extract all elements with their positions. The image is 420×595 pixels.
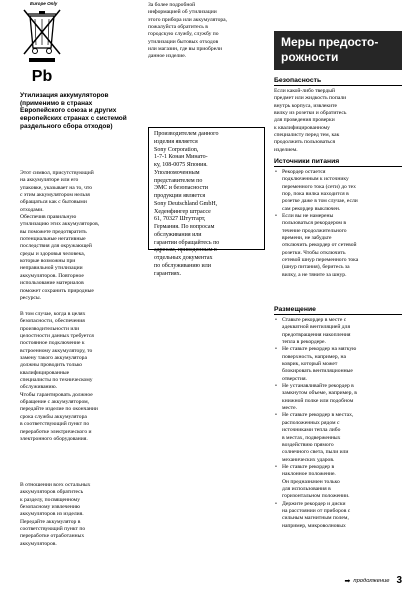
text-line: обращение с аккумулятором,: [20, 399, 90, 406]
text-line: информацией об утилизации: [148, 9, 217, 16]
text-line: ЭМС и безопасности: [154, 185, 208, 192]
text-line: замену такого аккумулятора: [20, 355, 87, 362]
list-item: [274, 169, 402, 213]
text-line: электронного оборудования.: [20, 435, 88, 442]
text-line: • Не ставьте рекордер в местах,: [282, 412, 354, 419]
manufacturer-info-box: [148, 127, 265, 277]
text-line: продукции является: [154, 193, 206, 199]
text-line: коврик, который может: [282, 361, 338, 368]
page-number: 3: [396, 575, 402, 586]
text-line: например, микроволновых: [282, 522, 346, 529]
text-line: поможет сохранить природные: [20, 287, 94, 294]
text-line: встроенному аккумулятору, то: [20, 347, 93, 354]
text-line: источниками тепла либо: [282, 427, 341, 434]
text-line: на расстоянии от приборов с: [282, 507, 351, 514]
text-line: механических ударов.: [282, 456, 335, 463]
text-line: • Не ставьте рекордер на мягкую: [282, 346, 357, 353]
text-line: безопасности, обеспечения: [20, 318, 85, 325]
text-line: наклонное положение.: [282, 471, 336, 478]
pb-symbol: Pb: [31, 68, 53, 85]
text-line: переменного тока (сети) до тех: [282, 183, 356, 190]
title-line: Меры предосто-: [281, 35, 379, 49]
battery-disposal-heading: Утилизация аккумуляторов (применимо в странах Европейского союза и других европейских странах с системой раздельного сбора отходов): [20, 92, 127, 130]
text-line: тепла в рекордере.: [282, 339, 326, 346]
text-line: расположенных рядом с: [282, 419, 340, 426]
text-line: обслуживанию.: [20, 384, 58, 391]
placement-list: [274, 317, 402, 530]
text-line: 61, 70327 Штутгарт,: [154, 216, 206, 223]
text-line: В отношении всех остальных: [20, 482, 91, 488]
power-list: [274, 169, 402, 279]
continued-label: продолжение: [353, 577, 390, 584]
text-line: использование материалов: [20, 280, 84, 287]
text-line: Передайте аккумулятор в: [20, 518, 81, 525]
text-line: безопасному извлечению: [20, 504, 81, 511]
text-line: на аккумуляторе или его: [20, 177, 79, 184]
text-line: поверхность, например, на: [282, 353, 346, 360]
text-line: • Ставьте рекордер в месте с: [282, 317, 347, 323]
text-line: переработке электрического и: [20, 428, 92, 435]
text-line: последствия для окружающей: [20, 243, 92, 250]
text-line: утилизации бытовых отходов: [148, 38, 219, 45]
crossed-out-bin-icon: [20, 4, 64, 88]
power-heading: Источники питания: [274, 158, 402, 167]
list-item: [274, 412, 402, 463]
text-line: пожалуйста обратитесь в: [148, 24, 208, 31]
text-line: должны проводить только: [20, 362, 83, 369]
text-line: аккумуляторов из изделия.: [20, 511, 84, 518]
text-line: подключенным к источнику: [282, 176, 349, 183]
text-line: Чтобы гарантировать должное: [20, 391, 93, 398]
text-line: В том случае, когда в целях: [20, 311, 86, 317]
text-line: • Не ставьте рекордер в: [282, 463, 335, 470]
text-line: упаковке, указывает на то, что: [20, 184, 93, 191]
text-line: изделия является: [154, 138, 198, 145]
text-line: пользоваться рекордером в: [282, 220, 347, 227]
text-line: специалисты по техническому: [20, 377, 93, 384]
text-line: Производителем данного: [154, 131, 219, 137]
text-line: к разделу, посвященному: [20, 496, 81, 503]
text-line: отдельных документах: [154, 255, 213, 261]
text-line: течение продолжительного: [282, 227, 347, 234]
text-line: (шнур питания), беритесь за: [282, 264, 350, 271]
text-line: отключить рекордер от сетевой: [282, 242, 357, 249]
list-item: [274, 317, 402, 346]
text-line: неправильной утилизации: [20, 265, 83, 272]
list-item: [274, 501, 402, 530]
text-line: замкнутом объеме, например, в: [282, 390, 357, 397]
section-title: [274, 31, 402, 70]
text-line: целостности данных требуется: [20, 333, 94, 340]
text-line: среды и здоровья человека,: [20, 250, 86, 257]
battery-paragraph-4: [148, 2, 267, 61]
text-line: продолжить пользоваться: [274, 139, 336, 146]
text-line: адресам, приведенным в: [154, 247, 217, 254]
text-line: изделием.: [274, 146, 298, 153]
text-line: этого прибора или аккумулятора,: [148, 16, 228, 23]
text-line: воздействию прямого: [282, 441, 334, 448]
text-line: вилку из розетки и обратитесь: [274, 110, 347, 117]
text-line: сетевой шнур переменного тока: [282, 257, 359, 264]
safety-text: [274, 88, 402, 154]
text-line: аккумуляторов обратитесь: [20, 489, 84, 496]
text-line: квалифицированные: [20, 369, 70, 376]
placement-heading: Размещение: [274, 306, 402, 315]
text-line: предмет или жидкость попали: [274, 95, 347, 102]
text-line: розетке даже в том случае, если: [282, 198, 358, 205]
text-line: • Не устанавливайте рекордер в: [282, 383, 354, 390]
text-line: розетки. Чтобы отключить: [282, 249, 346, 256]
text-line: месте.: [282, 405, 297, 412]
battery-paragraph-3: [20, 482, 142, 548]
safety-heading: Безопасность: [274, 77, 402, 86]
text-line: или магазин, где вы приобрели: [148, 46, 222, 53]
text-line: аккумуляторов. Повторное: [20, 272, 84, 279]
text-line: книжной полке или подобном: [282, 397, 354, 404]
text-line: городскую службу, службу по: [148, 31, 219, 38]
page-footer: [345, 575, 403, 586]
list-item: [274, 346, 402, 383]
text-line: передайте изделие по окончании: [20, 406, 98, 413]
text-line: гарантии обращайтесь по: [154, 239, 220, 246]
text-line: в местах, подверженных: [282, 434, 341, 441]
text-line: внутрь корпуса, извлеките: [274, 102, 338, 109]
text-line: • Если вы не намерены: [282, 213, 334, 220]
text-line: Уполномоченным: [154, 169, 200, 176]
text-line: Обеспечив правильную: [20, 214, 77, 221]
text-line: солнечного света, пыли или: [282, 449, 349, 456]
text-line: постоянное подключение к: [20, 340, 85, 347]
text-line: времени, не забудьте: [282, 235, 332, 242]
text-line: специалисту перед тем, как: [274, 132, 340, 139]
list-item: [274, 213, 402, 279]
text-line: вилку, а не тяните за шнур.: [282, 271, 347, 278]
text-line: для использования в: [282, 485, 331, 492]
text-line: представителем по: [154, 177, 203, 184]
text-line: ку, 108-0075 Япония.: [154, 162, 208, 168]
text-line: утилизацию этих аккумуляторов,: [20, 221, 100, 228]
text-line: с этим аккумулятором нельзя: [20, 192, 90, 199]
text-line: отверстия.: [282, 375, 307, 382]
text-line: Хеденфингер штрассе: [154, 208, 211, 215]
text-line: сам рекордер выключен.: [282, 205, 341, 212]
list-item: [274, 464, 402, 501]
text-line: по обслуживанию или: [154, 262, 211, 269]
text-line: переработке отработанных: [20, 533, 85, 540]
text-line: обращаться как с бытовыми: [20, 199, 87, 206]
text-line: блокировать вентиляционные: [282, 368, 353, 375]
text-line: обслуживания или: [154, 231, 202, 238]
text-line: Sony Deutschland GmbH,: [154, 200, 218, 207]
text-line: отходами.: [20, 206, 44, 213]
text-line: • Рекордер остается: [282, 169, 326, 175]
text-line: гарантиях.: [154, 270, 182, 277]
text-line: производительности или: [20, 325, 80, 332]
text-line: в соответствующий пункт по: [20, 421, 90, 428]
text-line: которые возможны при: [20, 258, 76, 265]
text-line: Он предназначен только: [282, 478, 340, 485]
text-line: сильным магнитным полем,: [282, 515, 349, 522]
text-line: соответствующий пункт по: [20, 526, 86, 533]
text-line: горизонтальном положении.: [282, 493, 350, 500]
text-line: аккумуляторов.: [20, 540, 57, 547]
text-line: 1-7-1 Конан Минато-: [154, 154, 208, 161]
text-line: потенциальные негативные: [20, 236, 86, 243]
text-line: ресурсы.: [20, 294, 42, 301]
text-line: вы поможете предотвратить: [20, 228, 87, 235]
text-line: Если какой-либо твердый: [274, 88, 335, 94]
arrow-right-icon: ➡: [344, 577, 351, 585]
text-line: • Держите рекордер и диски: [282, 500, 346, 507]
battery-paragraph-1: [20, 170, 142, 302]
list-item: [274, 383, 402, 412]
text-line: адекватной вентиляцией для: [282, 324, 351, 331]
text-line: срока службы аккумулятора: [20, 413, 87, 420]
text-line: к квалифицированному: [274, 124, 330, 131]
weee-label: Europe Only: [30, 1, 58, 6]
text-line: пор, пока вилка находится в: [282, 191, 349, 198]
text-line: Этот символ, присутствующий: [20, 170, 94, 176]
text-line: За более подробной: [148, 2, 196, 8]
text-line: для проведения проверки: [274, 117, 335, 124]
text-line: Sony Corporation,: [154, 146, 199, 153]
text-line: предотвращения накопления: [282, 331, 351, 338]
battery-paragraph-2: [20, 311, 142, 443]
text-line: Германия. По вопросам: [154, 224, 215, 230]
text-line: данное изделие.: [148, 53, 187, 60]
title-line: рожности: [281, 50, 339, 64]
